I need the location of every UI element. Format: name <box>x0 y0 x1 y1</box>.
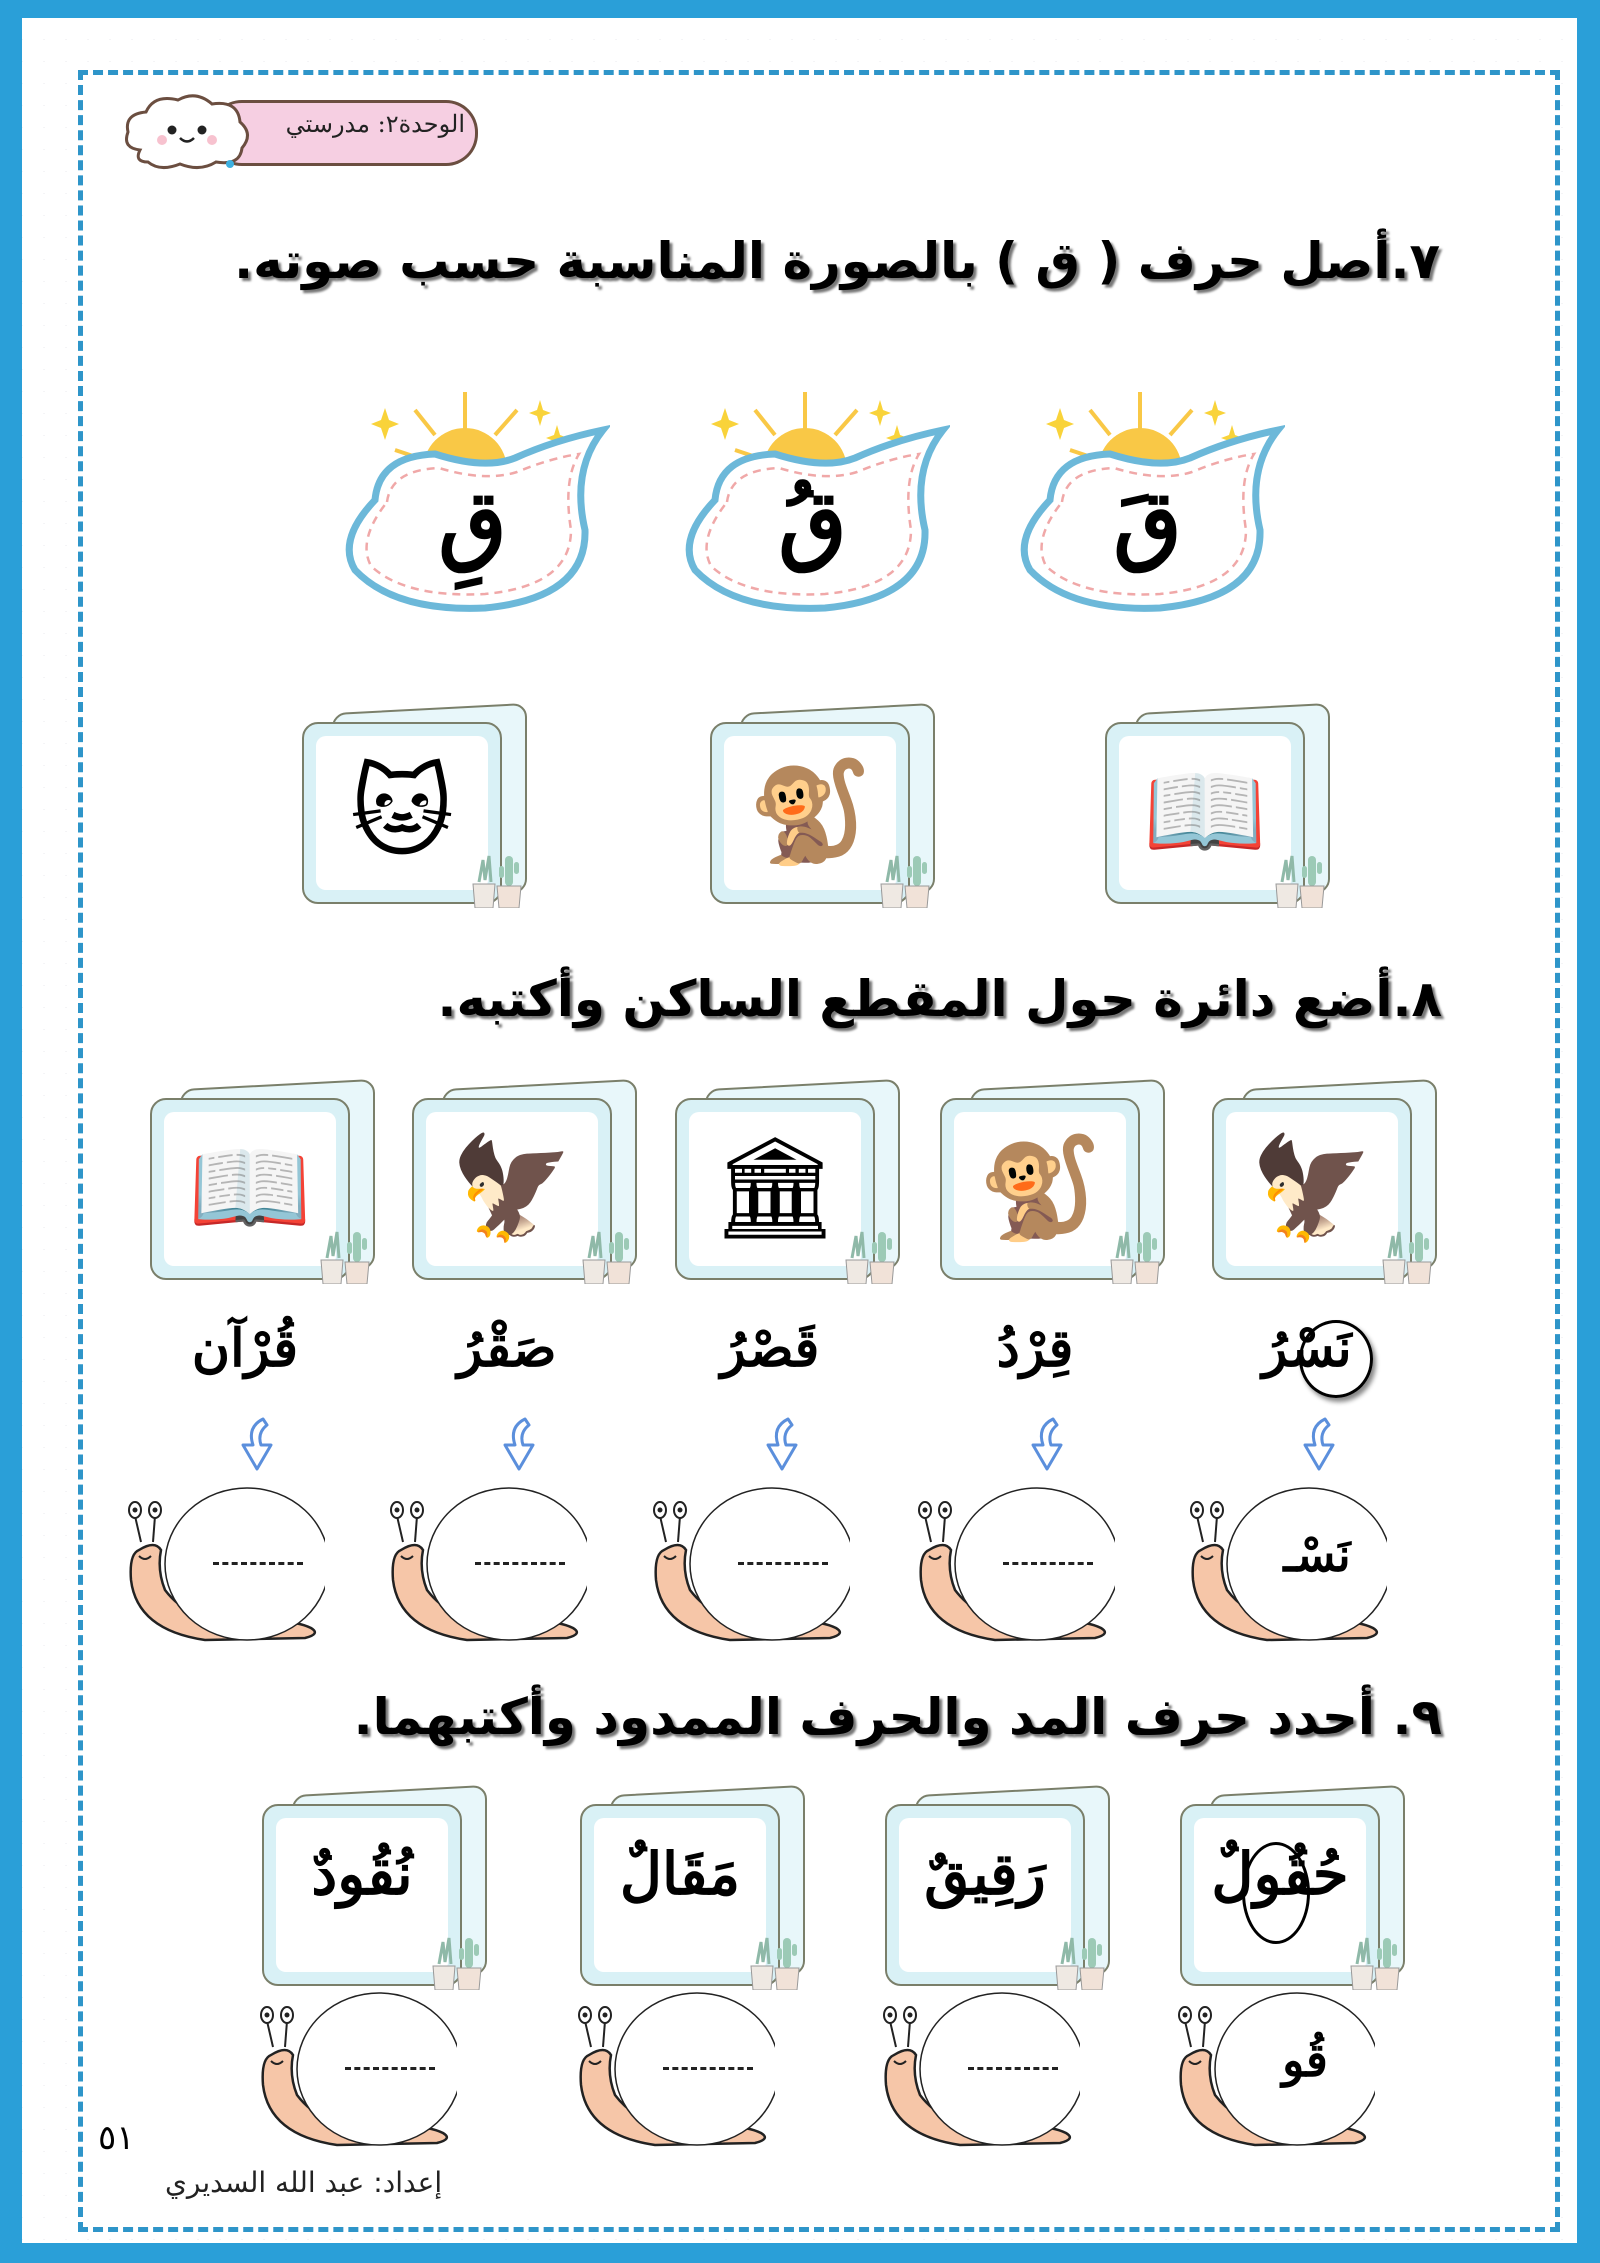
curved-down-arrow-icon <box>1025 1415 1069 1473</box>
word-card-2 <box>580 1790 805 1990</box>
snail-answer-box[interactable] <box>575 1985 775 2155</box>
word-eagle[interactable]: نَسْرُ <box>1262 1318 1352 1379</box>
answer-blank[interactable] <box>345 2067 435 2070</box>
cloud-face-icon <box>120 90 255 170</box>
snail-icon <box>125 1480 325 1650</box>
picture-card-eagle <box>1212 1084 1437 1284</box>
section9-title: ٩. أحدد حرف المد والحرف الممدود وأكتبهما. <box>353 1688 1442 1746</box>
monkey-image: 🐒 <box>977 1129 1103 1246</box>
picture-card-monkey <box>940 1084 1165 1284</box>
page-number: ٥١ <box>98 2118 135 2158</box>
word-text[interactable]: مَقَالٌ <box>619 1840 741 1908</box>
quran-stand-image[interactable]: 📖 <box>1142 753 1268 870</box>
cactus-pots-icon <box>1379 1218 1435 1284</box>
cactus-pots-icon <box>1107 1218 1163 1284</box>
cactus-pots-icon <box>842 1218 898 1284</box>
curved-down-arrow-icon <box>235 1415 279 1473</box>
snail-icon <box>915 1480 1115 1650</box>
word-card-1 <box>885 1790 1110 1990</box>
cactus-pots-icon <box>317 1218 373 1284</box>
letter-glyph: قَ <box>1113 470 1182 574</box>
word-text[interactable]: حُقُولٌ <box>1211 1840 1349 1908</box>
cat-image[interactable]: 🐱 <box>349 753 455 871</box>
answer-blank[interactable] <box>475 1562 565 1565</box>
word-text[interactable]: نُقُودٌ <box>311 1840 413 1908</box>
snail-answer-box[interactable] <box>880 1985 1080 2155</box>
snail-icon <box>387 1480 587 1650</box>
letter-bubble <box>675 370 950 620</box>
snail-answer-box[interactable] <box>387 1480 587 1650</box>
answer-blank[interactable] <box>1003 1562 1093 1565</box>
answer-blank[interactable] <box>968 2067 1058 2070</box>
cactus-pots-icon <box>1052 1924 1108 1990</box>
circle-mark <box>1242 1842 1310 1944</box>
word-quran-stand[interactable]: قُرْآن <box>191 1318 299 1379</box>
cactus-pots-icon <box>429 1924 485 1990</box>
snail-answer-box[interactable] <box>915 1480 1115 1650</box>
cactus-pots-icon <box>579 1218 635 1284</box>
snail-icon <box>257 1985 457 2155</box>
snail-icon <box>650 1480 850 1650</box>
unit-badge <box>120 88 480 174</box>
curved-down-arrow-icon <box>497 1415 541 1473</box>
word-card-3 <box>262 1790 487 1990</box>
word-palace[interactable]: قَصْرُ <box>720 1318 820 1379</box>
snail-answer-box[interactable] <box>125 1480 325 1650</box>
author-credit: إعداد: عبد الله السديري <box>165 2166 443 2199</box>
cactus-pots-icon <box>747 1924 803 1990</box>
snail-answer-box[interactable] <box>1187 1480 1387 1650</box>
quran-stand-image: 📖 <box>187 1129 313 1246</box>
letter-bubble <box>1010 370 1285 620</box>
curved-down-arrow-icon <box>1297 1415 1341 1473</box>
unit-label: الوحدة٢: مدرستي <box>285 110 465 138</box>
snail-answer-box[interactable] <box>257 1985 457 2155</box>
answer-text: نَسْـ <box>1283 1528 1351 1582</box>
answer-blank[interactable] <box>663 2067 753 2070</box>
snail-answer-box[interactable] <box>650 1480 850 1650</box>
section8-title: ٨.أضع دائرة حول المقطع الساكن وأكتبه. <box>437 970 1442 1028</box>
word-text[interactable]: رَقِيقٌ <box>924 1840 1046 1908</box>
answer-blank[interactable] <box>213 1562 303 1565</box>
snail-icon <box>880 1985 1080 2155</box>
picture-card-falcon <box>412 1084 637 1284</box>
snail-answer-box[interactable] <box>1175 1985 1375 2155</box>
cactus-pots-icon <box>469 842 525 908</box>
cactus-pots-icon <box>1347 1924 1403 1990</box>
picture-card-palace <box>675 1084 900 1284</box>
answer-blank[interactable] <box>738 1562 828 1565</box>
falcon-image: 🦅 <box>449 1129 575 1246</box>
answer-text: قُو <box>1282 2033 1328 2087</box>
snail-icon <box>575 1985 775 2155</box>
picture-card-quran-stand <box>150 1084 375 1284</box>
curved-down-arrow-icon <box>760 1415 804 1473</box>
letter-bubble <box>335 370 610 620</box>
palace-image: 🏛 <box>711 1129 839 1246</box>
word-monkey[interactable]: قِرْدُ <box>996 1318 1074 1379</box>
picture-card-monkey <box>710 708 935 908</box>
monkey-image[interactable]: 🐒 <box>747 753 873 870</box>
letter-glyph: قِ <box>438 470 507 574</box>
cactus-pots-icon <box>877 842 933 908</box>
word-falcon[interactable]: صَقْرُ <box>457 1318 557 1379</box>
eagle-image: 🦅 <box>1249 1129 1375 1246</box>
circle-mark <box>1299 1320 1373 1398</box>
cactus-pots-icon <box>1272 842 1328 908</box>
letter-glyph: قُ <box>778 470 847 574</box>
section7-title: ٧.أصل حرف ( ق ) بالصورة المناسبة حسب صوته. <box>234 232 1440 290</box>
picture-card-quran-stand <box>1105 708 1330 908</box>
picture-card-cat <box>302 708 527 908</box>
